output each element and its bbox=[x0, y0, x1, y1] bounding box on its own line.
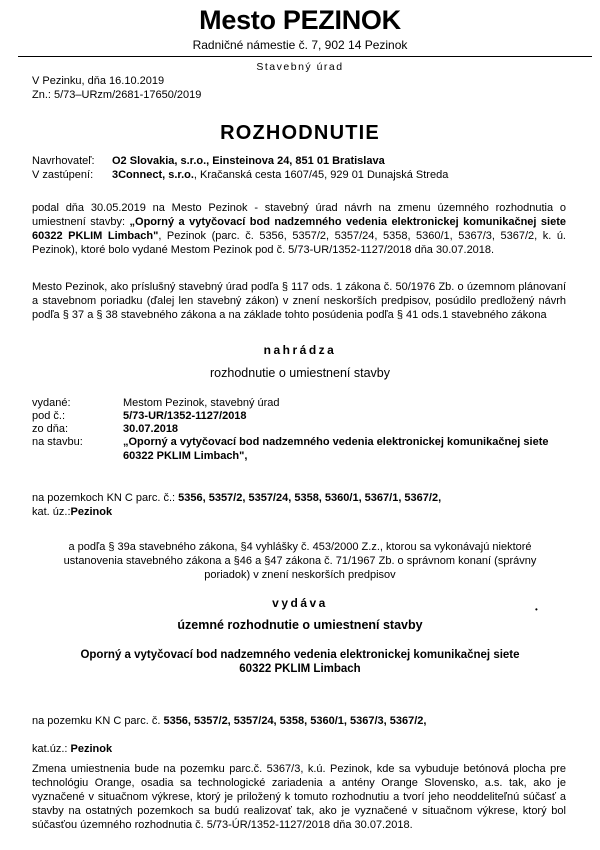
reference-number: Zn.: 5/73–URzm/2681-17650/2019 bbox=[32, 89, 202, 101]
header-divider bbox=[18, 56, 592, 57]
parcels-second: na pozemku KN C parc. č. 5356, 5357/2, 5357/24, 5358, 5360/1, 5367/3, 5367/2, bbox=[32, 715, 427, 727]
representative-row bbox=[32, 168, 448, 182]
representative-name: 3Connect, s.r.o. bbox=[112, 169, 194, 181]
city-address: Radničné námestie č. 7, 902 14 Pezinok bbox=[192, 38, 408, 52]
applicant-label: Navrhovateľ: bbox=[32, 155, 95, 167]
paragraph-application: podal dňa 30.05.2019 na Mesto Pezinok - stavebný úrad návrh na zmenu územného rozhodnutia o umiestnení stavby: „Oporný a vytyčovací bod nadzemného vedenia elektronickej komunikačnej siete 60322 PKLIM Limbach", Pezinok (parc. č. 5356, 5357/2, 5357/24, 5358, 5360/1, 5367/3, 5367/2, k. ú. Pezinok), ktoré bolo vydané Mestom Pezinok pod č. 5/73-UR/1352-1127/2018 dňa 30.07.2018. bbox=[32, 202, 566, 256]
issue-date: V Pezinku, dňa 16.10.2019 bbox=[32, 75, 165, 87]
cadastral-second: kat.úz.: Pezinok bbox=[32, 743, 113, 755]
representative-address: , Kračanská cesta 1607/45, 929 01 Dunajská Streda bbox=[193, 169, 449, 181]
legal-basis: a podľa § 39a stavebného zákona, §4 vyhlášky č. 453/2000 Z.z., ktorou sa vykonávajú niektoré ustanovenia stavebného zákona a §46 a §47 zákona č. 71/1967 Zb. o správnom konaní (správny poriadok) v znení neskorších predpisov bbox=[63, 541, 537, 581]
number-label: pod č.: bbox=[32, 410, 66, 422]
date-label: zo dňa: bbox=[32, 423, 69, 435]
issues-subtitle: územné rozhodnutie o umiestnení stavby bbox=[177, 618, 423, 632]
representative-label: V zastúpení: bbox=[32, 169, 94, 181]
office-name: Stavebný úrad bbox=[256, 61, 344, 73]
replaces-subtitle: rozhodnutie o umiestnení stavby bbox=[210, 366, 390, 380]
building-label: na stavbu: bbox=[32, 436, 83, 448]
paragraph-authority: Mesto Pezinok, ako príslušný stavebný úrad podľa § 117 ods. 1 zákona č. 50/1976 Zb. o územnom plánovaní a stavebnom poriadku (ďalej len stavebný zákon) v znení neskorších predpisov, posúdilo predložený návrh podľa § 37 a § 38 stavebného zákona a na základe tohto posúdenia podľa § 41 ods.1 stavebného zákona bbox=[32, 281, 566, 321]
building-value: „Oporný a vytyčovací bod nadzemného vedenia elektronickej komunikačnej siete 60322 PKLIM Limbach", bbox=[123, 436, 549, 462]
replaced-decision-table bbox=[32, 396, 572, 468]
number-value: 5/73-UR/1352-1127/2018 bbox=[123, 410, 247, 422]
applicant-row bbox=[32, 154, 385, 168]
date-value: 30.07.2018 bbox=[123, 423, 179, 435]
paragraph-change: Zmena umiestnenia bude na pozemku parc.č. 5367/3, k.ú. Pezinok, kde sa vybuduje betónová plocha pre technológiu Orange, osadia sa technologické zariadenia a antény Orange Slovensko, a.s. tak, ako je vyznačené v situačnom výkrese, ktorý je priložený k tomuto rozhodnutiu a tvorí jeho neoddeliteľnú súčasť a stavby na ostatných pozemkoch sa budú realizovať tak, ako je vyznačené v situačnom výkrese, ktorý bol súčasťou územného rozhodnutia č. 5/73-ÚR/1352-1127/2018 dňa 30.07.2018. bbox=[32, 763, 566, 831]
project-name-line2: 60322 PKLIM Limbach bbox=[239, 663, 361, 675]
issued-label: vydané: bbox=[32, 397, 71, 409]
issues-heading: vydáva bbox=[272, 596, 328, 610]
document-title: ROZHODNUTIE bbox=[220, 122, 380, 144]
cadastral-first: kat. úz.:Pezinok bbox=[32, 506, 113, 518]
applicant-value: O2 Slovakia, s.r.o., Einsteinova 24, 851 01 Bratislava bbox=[112, 155, 385, 167]
project-name-line1: Oporný a vytyčovací bod nadzemného vedenia elektronickej komunikačnej siete bbox=[80, 649, 520, 661]
stray-mark: • bbox=[535, 605, 538, 614]
issued-value: Mestom Pezinok, stavebný úrad bbox=[123, 397, 280, 409]
city-title: Mesto PEZINOK bbox=[199, 5, 401, 35]
replaces-heading: nahrádza bbox=[263, 343, 337, 357]
parcels-first: na pozemkoch KN C parc. č.: 5356, 5357/2, 5357/24, 5358, 5360/1, 5367/1, 5367/2, bbox=[32, 492, 442, 504]
